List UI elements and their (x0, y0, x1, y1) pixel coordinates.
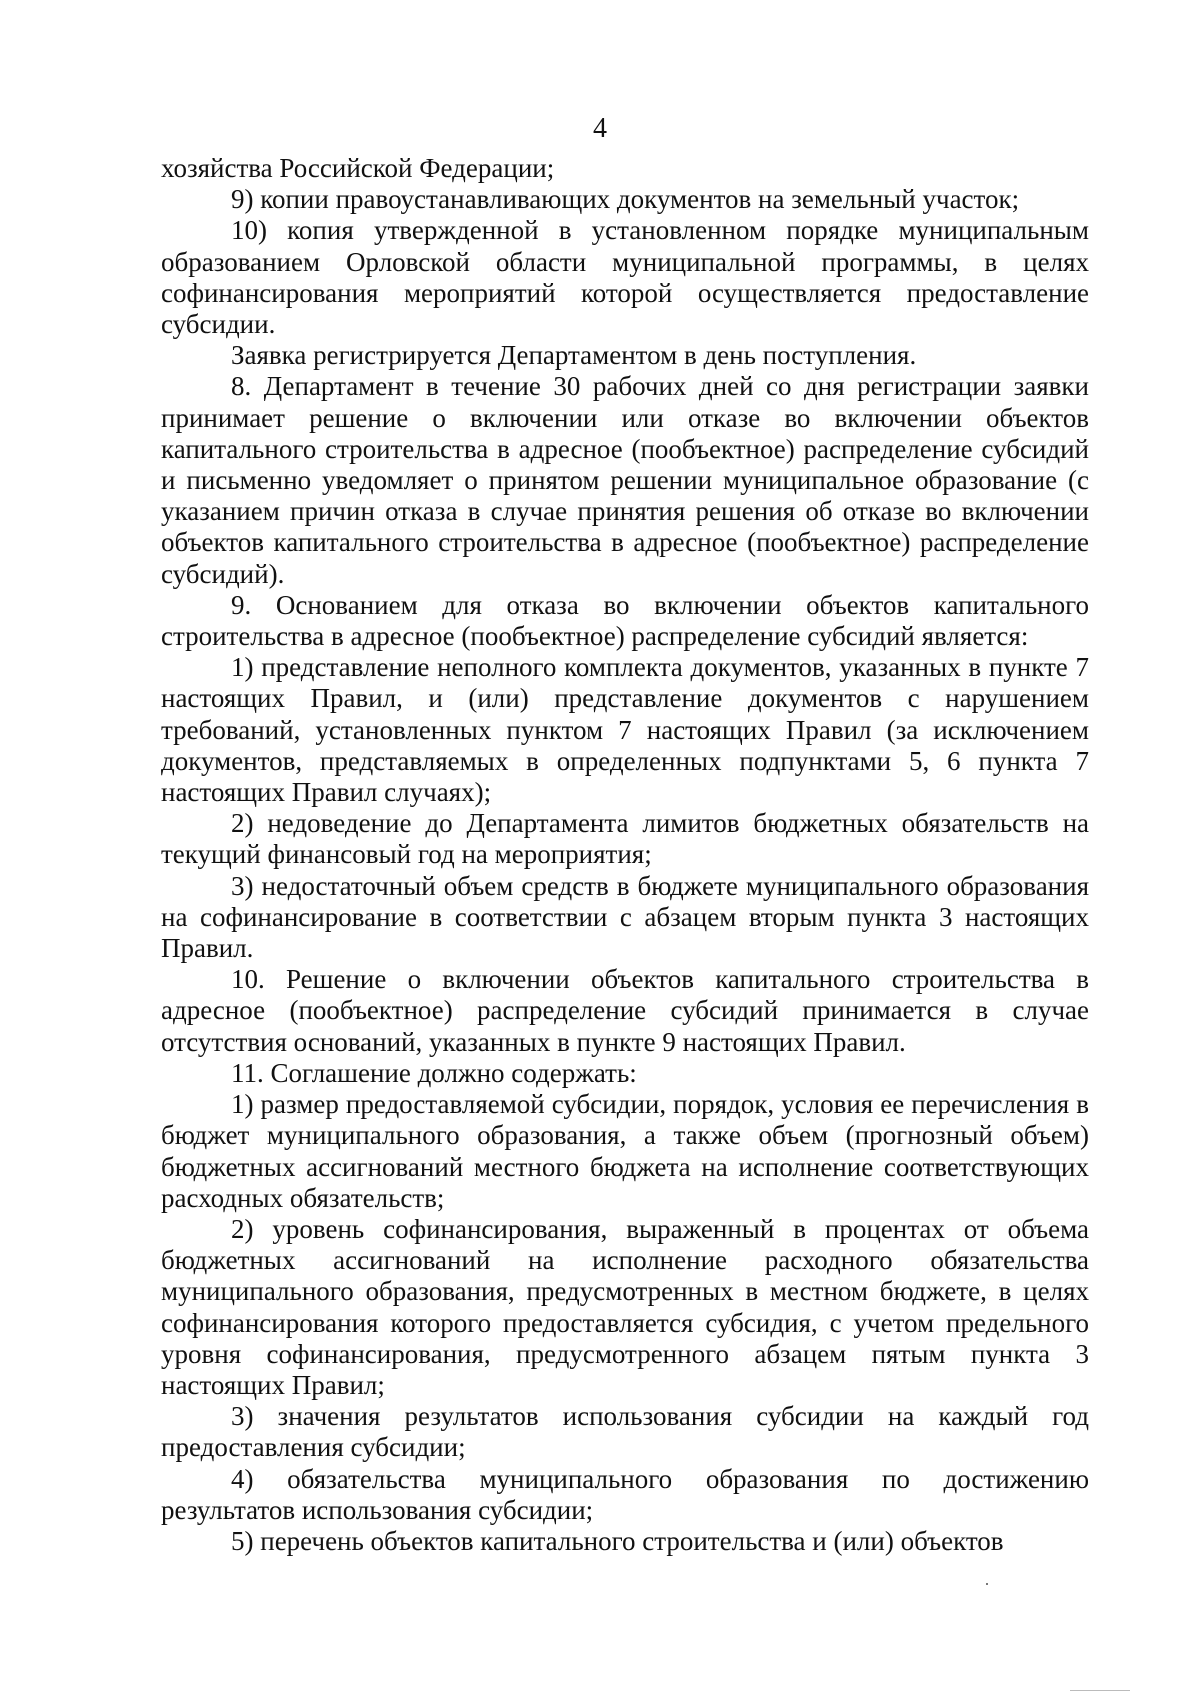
paragraph: 9. Основанием для отказа во включении объектов капитального строительства в адресное (пообъектное) распределение субсидий является: (161, 589, 1089, 652)
paragraph: 10. Решение о включении объектов капитального строительства в адресное (пообъектное) распределение субсидий принимается в случае отсутствия оснований, указанных в пункте 9 настоящих Правил. (161, 964, 1089, 1057)
paragraph: 4) обязательства муниципального образования по достижению результатов использования субсидии; (161, 1463, 1089, 1525)
scan-artifact (986, 1583, 988, 1585)
paragraph: 9) копии правоустанавливающих документов на земельный участок; (231, 184, 1020, 215)
paragraph: 11. Соглашение должно содержать: (231, 1057, 637, 1088)
scan-artifact (1070, 1690, 1130, 1691)
document-body (161, 153, 1089, 1557)
paragraph: 8. Департамент в течение 30 рабочих дней со дня регистрации заявки принимает решение о включении или отказе во включении объектов капитального строительства в адресное (пообъектное) распределение субсидий и письменно уведомляет о принятом решении муниципальное образование (с указанием причин отказа в случае принятия решения об отказе во включении объектов капитального строительства в адресное (пообъектное) распределение субсидий). (161, 371, 1089, 589)
paragraph: 10) копия утвержденной в установленном порядке муниципальным образованием Орловской области муниципальной программы, в целях софинансирования мероприятий которой осуществляется предоставление субсидии. (161, 215, 1089, 340)
paragraph: 3) значения результатов использования субсидии на каждый год предоставления субсидии; (161, 1401, 1089, 1463)
page-number: 4 (593, 113, 607, 144)
paragraph: 2) уровень софинансирования, выраженный в процентах от объема бюджетных ассигнований на исполнение расходного обязательства муниципального образования, предусмотренных в местном бюджете, в целях софинансирования которого предоставляется субсидия, с учетом предельного уровня софинансирования, предусмотренного абзацем пятым пункта 3 настоящих Правил; (161, 1213, 1089, 1400)
paragraph: 5) перечень объектов капитального строительства и (или) объектов (231, 1525, 1004, 1556)
paragraph: 2) недоведение до Департамента лимитов бюджетных обязательств на текущий финансовый год на мероприятия; (161, 808, 1089, 870)
paragraph: 1) размер предоставляемой субсидии, порядок, условия ее перечисления в бюджет муниципального образования, а также объем (прогнозный объем) бюджетных ассигнований местного бюджета на исполнение соответствующих расходных обязательств; (161, 1089, 1089, 1213)
paragraph: 3) недостаточный объем средств в бюджете муниципального образования на софинансирование в соответствии с абзацем вторым пункта 3 настоящих Правил. (161, 870, 1089, 964)
paragraph: хозяйства Российской Федерации; (161, 153, 555, 183)
paragraph: 1) представление неполного комплекта документов, указанных в пункте 7 настоящих Правил, и (или) представление документов с нарушением требований, установленных пунктом 7 настоящих Правил (за исключением документов, представляемых в определенных подпунктами 5, 6 пункта 7 настоящих Правил случаях); (161, 652, 1089, 808)
paragraph: Заявка регистрируется Департаментом в день поступления. (231, 340, 917, 371)
